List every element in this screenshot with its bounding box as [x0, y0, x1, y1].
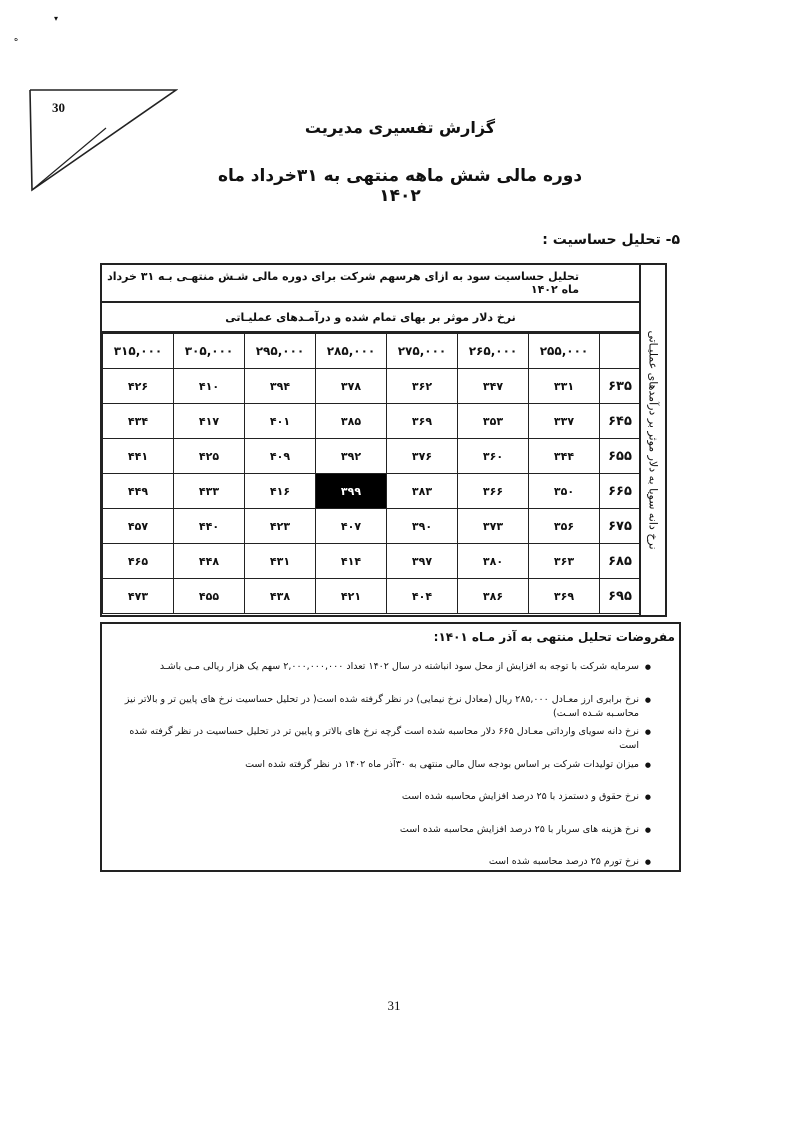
table-cell: ۴۰۷ — [316, 509, 387, 544]
table-cell: ۳۶۲ — [387, 369, 458, 404]
table-cell: ۴۲۶ — [103, 369, 174, 404]
table-cell: ۳۷۶ — [387, 439, 458, 474]
row-header: ۶۳۵ — [600, 369, 641, 404]
table-cell: ۴۵۷ — [103, 509, 174, 544]
column-header: ۳۰۵,۰۰۰ — [174, 334, 245, 369]
table-cell: ۳۳۱ — [529, 369, 600, 404]
column-axis-label: نرخ دلار موثر بر بهای تمام شده و درآمـدهای عملیـاتی — [102, 303, 639, 333]
table-cell: ۴۳۱ — [245, 544, 316, 579]
row-header: ۶۴۵ — [600, 404, 641, 439]
table-row — [103, 579, 641, 614]
table-cell: ۴۶۵ — [103, 544, 174, 579]
table-cell: ۳۵۶ — [529, 509, 600, 544]
table-cell: ۳۸۳ — [387, 474, 458, 509]
sensitivity-table — [100, 263, 667, 617]
column-header: ۲۵۵,۰۰۰ — [529, 334, 600, 369]
row-header: ۶۶۵ — [600, 474, 641, 509]
table-cell: ۴۲۱ — [316, 579, 387, 614]
table-cell: ۳۶۹ — [529, 579, 600, 614]
assumption-item: ● سرمایه شرکت با توجه به افزایش از محل سود انباشته در سال ۱۴۰۲ تعداد ۲,۰۰۰,۰۰۰,۰۰۰ سهم یک هزار ریالی مـی باشـد — [114, 660, 651, 693]
table-cell: ۳۴۴ — [529, 439, 600, 474]
section-heading: ۵- تحلیل حساسیت : — [542, 232, 680, 248]
table-cell: ۴۳۴ — [103, 404, 174, 439]
table-cell: ۴۰۱ — [245, 404, 316, 439]
row-header: ۶۵۵ — [600, 439, 641, 474]
table-cell: ۳۵۳ — [458, 404, 529, 439]
table-cell: ۳۵۰ — [529, 474, 600, 509]
table-cell: ۴۴۱ — [103, 439, 174, 474]
table-row — [103, 369, 641, 404]
table-row — [103, 404, 641, 439]
table-row — [103, 439, 641, 474]
row-axis-column — [639, 265, 665, 615]
table-cell: ۳۶۹ — [387, 404, 458, 439]
assumption-item: ● میزان تولیدات شرکت بر اساس بودجه سال مالی منتهی به ۳۰آذر ماه ۱۴۰۲ در نظر گرفته شده است — [114, 758, 651, 791]
corner-cell — [600, 334, 641, 369]
report-subtitle: دوره مالی شش ماهه منتهی به ۳۱خرداد ماه ۱۴۰۲ — [217, 166, 583, 206]
table-cell: ۴۴۰ — [174, 509, 245, 544]
assumption-item: ● نرخ دانه سویای وارداتی معـادل ۶۶۵ دلار محاسبه شده است گرچه نرخ های بالاتر و پایین تر در تحلیل حساسیت در نظر گرفته شده است — [114, 725, 651, 758]
table-cell: ۳۹۷ — [387, 544, 458, 579]
table-cell: ۴۰۹ — [245, 439, 316, 474]
column-header: ۲۸۵,۰۰۰ — [316, 334, 387, 369]
row-axis-label: نرخ دانه سویا به دلار موثر بر درآمدهای عملیـاتی — [646, 330, 660, 550]
column-header: ۳۱۵,۰۰۰ — [103, 334, 174, 369]
table-cell: ۴۳۳ — [174, 474, 245, 509]
table-cell: ۳۹۰ — [387, 509, 458, 544]
table-cell: ۳۴۷ — [458, 369, 529, 404]
table-row — [103, 544, 641, 579]
highlighted-cell: ۳۹۹ — [316, 474, 387, 509]
table-cell: ۳۳۷ — [529, 404, 600, 439]
row-header: ۶۷۵ — [600, 509, 641, 544]
table-cell: ۳۸۰ — [458, 544, 529, 579]
assumption-item: ● نرخ هزینه های سربار با ۲۵ درصد افزایش محاسبه شده است — [114, 823, 651, 856]
margin-mark: ▾ — [54, 14, 59, 23]
assumptions-title: مفروضات تحلیل منتهی به آذر مـاه ۱۴۰۱: — [433, 630, 675, 644]
table-cell: ۴۱۶ — [245, 474, 316, 509]
row-header: ۶۹۵ — [600, 579, 641, 614]
table-cell: ۳۷۸ — [316, 369, 387, 404]
table-cell: ۴۱۴ — [316, 544, 387, 579]
corner-stamp — [28, 88, 178, 193]
assumptions-box — [100, 622, 681, 872]
table-cell: ۴۳۸ — [245, 579, 316, 614]
assumption-item: ● نرخ برابری ارز معـادل ۲۸۵,۰۰۰ ریال (معادل نرخ نیمایی) در نظر گرفته شده است( در تحلیل حساسیت نرخ های پایین تر و بالاتر نیز محاسـبه شـده اسـت) — [114, 693, 651, 726]
table-cell: ۳۹۴ — [245, 369, 316, 404]
table-cell: ۳۹۲ — [316, 439, 387, 474]
page-number: 31 — [387, 998, 401, 1013]
table-cell: ۴۴۸ — [174, 544, 245, 579]
table-row — [103, 509, 641, 544]
table-cell: ۴۱۰ — [174, 369, 245, 404]
table-cell: ۳۷۳ — [458, 509, 529, 544]
column-header-row — [103, 334, 641, 369]
table-cell: ۴۰۴ — [387, 579, 458, 614]
table-cell: ۴۴۹ — [103, 474, 174, 509]
table-cell: ۳۶۰ — [458, 439, 529, 474]
table-cell: ۴۲۵ — [174, 439, 245, 474]
table-cell: ۳۸۶ — [458, 579, 529, 614]
table-caption: تحلیل حساسیت سود به ازای هرسهم شرکت برای دوره مالی شـش منتهـی بـه ۳۱ خرداد ماه ۱۴۰۲ — [102, 265, 639, 303]
column-header: ۲۷۵,۰۰۰ — [387, 334, 458, 369]
stamp-number: 30 — [52, 100, 65, 115]
sensitivity-grid — [102, 333, 641, 614]
column-header: ۲۶۵,۰۰۰ — [458, 334, 529, 369]
row-header: ۶۸۵ — [600, 544, 641, 579]
table-cell: ۴۱۷ — [174, 404, 245, 439]
table-cell: ۴۷۳ — [103, 579, 174, 614]
margin-mark: ه — [14, 34, 19, 43]
column-header: ۲۹۵,۰۰۰ — [245, 334, 316, 369]
table-cell: ۳۸۵ — [316, 404, 387, 439]
table-cell: ۴۲۳ — [245, 509, 316, 544]
assumption-item: ● نرخ تورم ۲۵ درصد محاسبه شده است — [114, 855, 651, 888]
assumption-item: ● نرخ حقوق و دستمزد با ۲۵ درصد افزایش محاسبه شده است — [114, 790, 651, 823]
report-title: گزارش تفسیری مدیریت — [304, 118, 496, 137]
table-cell: ۳۶۳ — [529, 544, 600, 579]
table-row — [103, 474, 641, 509]
table-cell: ۴۵۵ — [174, 579, 245, 614]
assumptions-list — [114, 660, 651, 888]
table-cell: ۳۶۶ — [458, 474, 529, 509]
